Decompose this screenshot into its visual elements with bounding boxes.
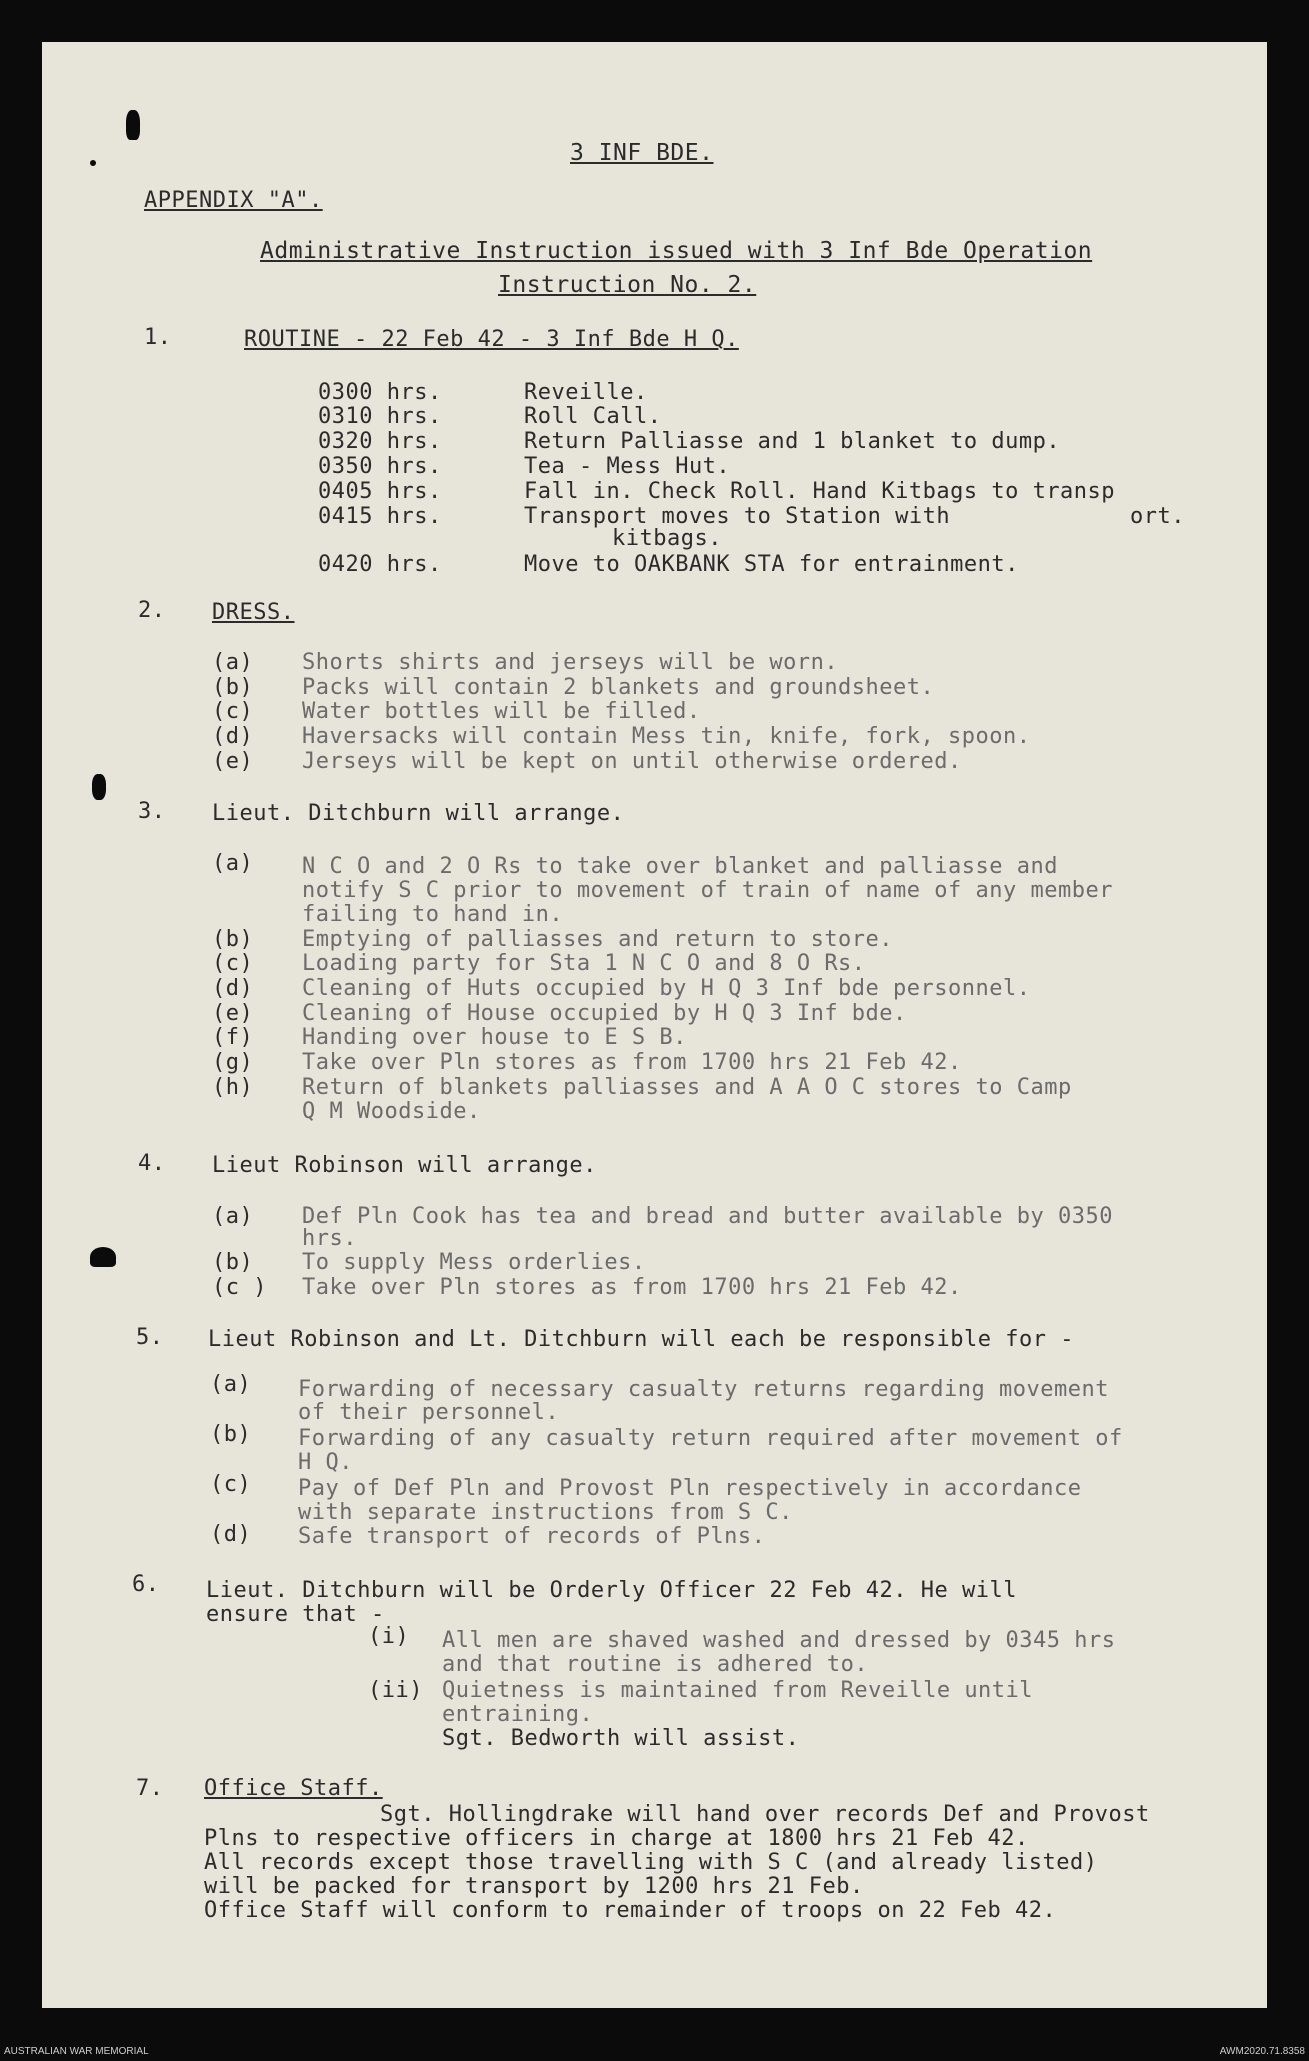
- list-text: N C O and 2 O Rs to take over blanket and palliasse and: [302, 854, 1058, 879]
- appendix-label: APPENDIX "A".: [144, 188, 323, 213]
- paragraph-line: Plns to respective officers in charge at 1800 hrs 21 Feb 42.: [204, 1826, 1029, 1851]
- paragraph-line: will be packed for transport by 1200 hrs 21 Feb.: [204, 1874, 864, 1899]
- list-label: (d): [212, 976, 254, 1001]
- list-label: (b): [210, 1422, 252, 1447]
- list-text: Quietness is maintained from Reveille until: [442, 1678, 1034, 1703]
- list-label: (c): [212, 699, 254, 724]
- section-heading: ROUTINE - 22 Feb 42 - 3 Inf Bde H Q.: [244, 327, 739, 352]
- list-label: (g): [212, 1050, 254, 1075]
- routine-text: Move to OAKBANK STA for entrainment.: [524, 552, 1019, 577]
- section-heading: Lieut Robinson and Lt. Ditchburn will each be responsible for -: [208, 1327, 1074, 1352]
- unit-title: 3 INF BDE.: [570, 140, 714, 166]
- section-heading: DRESS.: [212, 600, 295, 625]
- footer-credit: AUSTRALIAN WAR MEMORIAL: [4, 2046, 149, 2057]
- list-label: (c): [210, 1472, 252, 1497]
- list-text: of their personnel.: [298, 1400, 560, 1425]
- hole-mark: [92, 774, 106, 800]
- routine-text: Fall in. Check Roll. Hand Kitbags to transp: [524, 479, 1116, 504]
- list-text: Take over Pln stores as from 1700 hrs 21 Feb 42.: [302, 1275, 962, 1300]
- list-text: Return of blankets palliasses and A A O C stores to Camp: [302, 1075, 1072, 1100]
- section-heading: Lieut Robinson will arrange.: [212, 1153, 597, 1178]
- list-text: Cleaning of Huts occupied by H Q 3 Inf bde personnel.: [302, 976, 1031, 1001]
- routine-text: Return Palliasse and 1 blanket to dump.: [524, 429, 1061, 454]
- list-text: Q M Woodside.: [302, 1099, 481, 1124]
- list-text: Handing over house to E S B.: [302, 1025, 687, 1050]
- list-text: failing to hand in.: [302, 902, 564, 927]
- document-page: [42, 42, 1267, 2008]
- hole-mark: [90, 160, 96, 166]
- list-label: (ii): [368, 1678, 423, 1703]
- paragraph-line: All records except those travelling with S C (and already listed): [204, 1850, 1098, 1875]
- list-text: Forwarding of necessary casualty returns regarding movement: [298, 1377, 1109, 1402]
- routine-text: Transport moves to Station with: [524, 504, 951, 529]
- list-text: Shorts shirts and jerseys will be worn.: [302, 650, 839, 675]
- list-label: (b): [212, 1250, 254, 1275]
- list-label: (d): [212, 724, 254, 749]
- list-label: (e): [212, 1001, 254, 1026]
- list-text: Pay of Def Pln and Provost Pln respectively in accordance: [298, 1476, 1082, 1501]
- list-text: Safe transport of records of Plns.: [298, 1524, 766, 1549]
- paragraph-line: Office Staff will conform to remainder of troops on 22 Feb 42.: [204, 1898, 1057, 1923]
- routine-time: 0415 hrs.: [318, 504, 442, 529]
- list-text: All men are shaved washed and dressed by 0345 hrs: [442, 1628, 1116, 1653]
- hole-mark: [126, 110, 140, 140]
- section-text: ensure that -: [206, 1602, 385, 1627]
- footer-id: AWM2020.71.8358: [1219, 2046, 1305, 2057]
- list-text: Loading party for Sta 1 N C O and 8 O Rs.: [302, 951, 866, 976]
- section-number: 3.: [138, 799, 166, 824]
- section-heading: Lieut. Ditchburn will arrange.: [212, 801, 625, 826]
- subtitle-line1: Administrative Instruction issued with 3 Inf Bde Operation: [260, 238, 1093, 264]
- list-text: entraining.: [442, 1702, 594, 1727]
- routine-text: Roll Call.: [524, 404, 662, 429]
- routine-time: 0420 hrs.: [318, 552, 442, 577]
- list-text: To supply Mess orderlies.: [302, 1250, 646, 1275]
- paragraph-line: Sgt. Hollingdrake will hand over records Def and Provost: [380, 1802, 1150, 1827]
- list-label: (a): [212, 1204, 254, 1229]
- routine-text-kitbags: kitbags.: [612, 526, 722, 551]
- list-text: Haversacks will contain Mess tin, knife, fork, spoon.: [302, 724, 1031, 749]
- routine-text: Tea - Mess Hut.: [524, 454, 731, 479]
- routine-text: Reveille.: [524, 380, 648, 405]
- list-text: notify S C prior to movement of train of name of any member: [302, 878, 1113, 903]
- list-text: with separate instructions from S C.: [298, 1500, 793, 1525]
- section-number: 2.: [138, 598, 166, 623]
- routine-time: 0320 hrs.: [318, 429, 442, 454]
- list-label: (a): [212, 851, 254, 876]
- routine-text-ort: ort.: [1130, 504, 1185, 529]
- list-text: Jerseys will be kept on until otherwise ordered.: [302, 749, 962, 774]
- list-label: (b): [212, 675, 254, 700]
- list-text: Cleaning of House occupied by H Q 3 Inf bde.: [302, 1001, 907, 1026]
- list-label: (a): [212, 650, 254, 675]
- section-text: Lieut. Ditchburn will be Orderly Officer 22 Feb 42. He will: [206, 1578, 1017, 1603]
- list-text: and that routine is adhered to.: [442, 1652, 869, 1677]
- section-number: 1.: [144, 325, 172, 350]
- list-text: H Q.: [298, 1450, 353, 1475]
- list-label: (e): [212, 749, 254, 774]
- section-number: 7.: [136, 1776, 164, 1801]
- section-number: 6.: [132, 1572, 160, 1597]
- hole-mark: [90, 1247, 116, 1267]
- routine-time: 0350 hrs.: [318, 454, 442, 479]
- list-label: (i): [368, 1624, 410, 1649]
- routine-time: 0405 hrs.: [318, 479, 442, 504]
- list-label: (a): [210, 1372, 252, 1397]
- list-label: (b): [212, 927, 254, 952]
- list-label: (c): [212, 951, 254, 976]
- list-label: (c ): [212, 1275, 267, 1300]
- list-text: Forwarding of any casualty return required after movement of: [298, 1426, 1123, 1451]
- list-text: Take over Pln stores as from 1700 hrs 21 Feb 42.: [302, 1050, 962, 1075]
- list-text: hrs.: [302, 1226, 357, 1251]
- routine-time: 0310 hrs.: [318, 404, 442, 429]
- list-text: Packs will contain 2 blankets and groundsheet.: [302, 675, 935, 700]
- routine-time: 0300 hrs.: [318, 380, 442, 405]
- section-heading: Office Staff.: [204, 1776, 383, 1801]
- section-number: 4.: [138, 1151, 166, 1176]
- list-label: (d): [210, 1522, 252, 1547]
- list-text: Water bottles will be filled.: [302, 699, 701, 724]
- list-label: (f): [212, 1025, 254, 1050]
- section-number: 5.: [136, 1325, 164, 1350]
- list-label: (h): [212, 1075, 254, 1100]
- subtitle-line2: Instruction No. 2.: [498, 272, 757, 298]
- list-text: Emptying of palliasses and return to store.: [302, 927, 894, 952]
- list-text: Sgt. Bedworth will assist.: [442, 1726, 800, 1751]
- list-text: Def Pln Cook has tea and bread and butter available by 0350: [302, 1204, 1113, 1229]
